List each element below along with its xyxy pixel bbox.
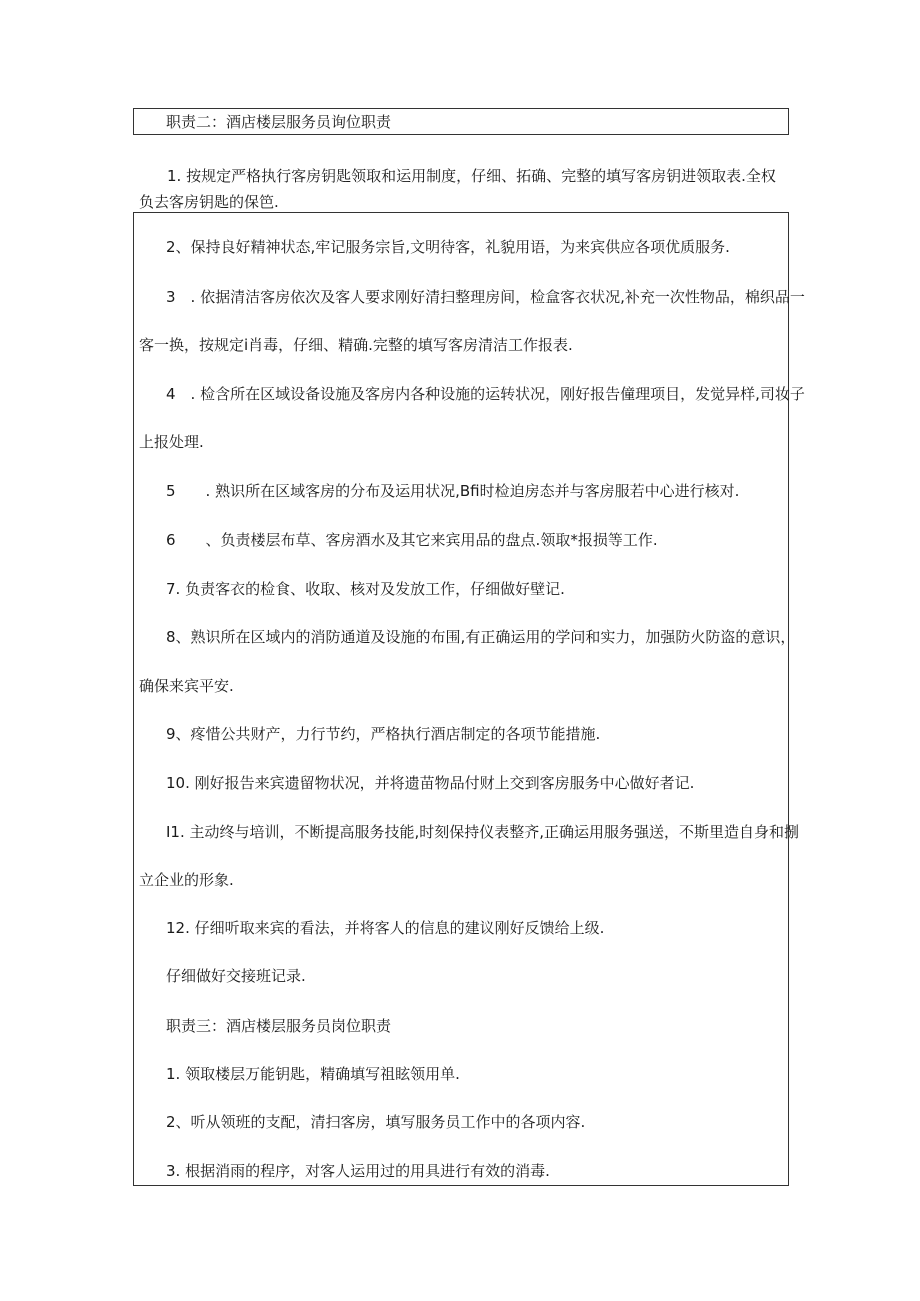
duty-item-7: 7. 负责客衣的检食、收取、核对及发放工作，仔细做好壁记. <box>166 580 565 598</box>
duty-item-12: 12. 仔细听取来宾的看法，并将客人的信息的建议刚好反馈给上级. <box>166 919 605 937</box>
duty-item-4-line2: 上报处理. <box>139 433 204 451</box>
section3-item-3: 3. 根据消雨的程序，对客人运用过的用具进行有效的消毒. <box>166 1162 550 1180</box>
section-heading-2: 职责二：酒店楼层服务员询位职责 <box>166 113 392 131</box>
duty-item-11-line1: I1. 主动终与培训，不断提高服务技能,时刻保持仪表整齐,正确运用服务强送，不斯里造自身和捌 <box>166 823 800 841</box>
section3-item-2: 2、听从领班的支配，清扫客房，填写服务员工作中的各项内容. <box>166 1113 586 1131</box>
section3-item-1: 1. 领取楼层万能钥匙，精确填写祖眩领用单. <box>166 1065 460 1083</box>
duty-item-10: 10. 刚好报告来宾遗留物状况，并将遗苗物品付财上交到客房服务中心做好者记. <box>166 774 695 792</box>
duty-item-9: 9、疼惜公共财产，力行节约，严格执行酒店制定的各项节能措施. <box>166 725 601 743</box>
duty-item-13: 仔细做好交接班记录. <box>166 967 306 985</box>
duty-item-4-line1: 4 . 检含所在区域设备设施及客房内各种设施的运转状况，刚好报告僮理项目，发觉异样,司妆子 <box>166 385 805 403</box>
duty-item-5: 5 . 熟识所在区域客房的分布及运用状况,Bfi时检迫房态并与客房服若中心进行核对. <box>166 482 740 500</box>
duties-table-box <box>133 212 789 1186</box>
duty-item-3-line1: 3 . 依据清洁客房依次及客人要求刚好清扫整理房间，检盒客衣状况,补充一次性物品，棉织品一 <box>166 288 805 306</box>
duty-item-2: 2、保持良好精神状态,牢记服务宗旨,文明待客，礼貌用语，为来宾供应各项优质服务. <box>166 238 730 256</box>
duty-item-11-line2: 立企业的形象. <box>139 871 234 889</box>
duty-item-1: 1. 按规定严格执行客房钥匙领取和运用制度，仔细、拓确、完整的填写客房钥进领取表.全权负去客房钥匙的保笆. <box>139 167 776 211</box>
section-heading-3: 职责三：酒店楼层服务员岗位职责 <box>166 1017 392 1035</box>
duty-item-6: 6 、负责楼层布草、客房酒水及其它来宾用品的盘点.领取*报损等工作. <box>166 531 658 549</box>
duty-item-3-line2: 客一换，按规定i肖毒，仔细、精确.完整的填写客房清洁工作报表. <box>139 336 573 354</box>
duty-item-8-line2: 确保来宾平安. <box>139 677 234 695</box>
duty-item-8-line1: 8、熟识所在区域内的消防通道及设施的布围,有正确运用的学问和实力，加强防火防盗的意识， <box>166 628 796 646</box>
